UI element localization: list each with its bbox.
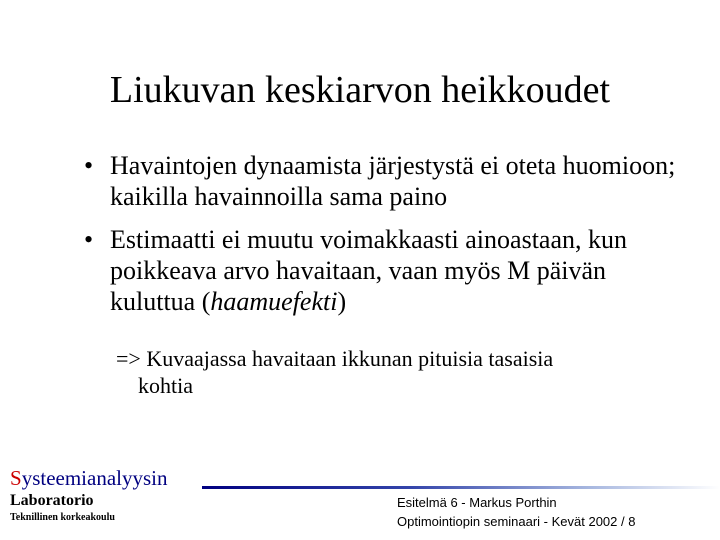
bullet-text: Havaintojen dynaamista järjestystä ei oteta huomioon; kaikilla havainnoilla sama paino (110, 151, 676, 211)
logo-rest: ysteemianalyysin (21, 466, 168, 490)
bullet-icon: • (84, 151, 94, 180)
logo-university: Teknillinen korkeakoulu (10, 512, 115, 523)
logo-subtitle: Laboratorio (10, 492, 94, 509)
lab-logo (10, 466, 168, 524)
bullet-icon: • (84, 225, 94, 254)
bullet-list (84, 150, 684, 329)
bullet-text: Estimaatti ei muutu voimakkaasti ainoastaan, kun poikkeava arvo havaitaan, vaan myös M päivän kuluttua ( (110, 225, 627, 316)
slide-title: Liukuvan keskiarvon heikkoudet (109, 69, 611, 111)
footer-presenter: Esitelmä 6 - Markus Porthin (397, 495, 557, 510)
sub-bullet-line: => Kuvaajassa havaitaan ikkunan pituisia tasaisia (116, 346, 554, 371)
logo-initial: S (10, 466, 22, 490)
bullet-emphasis: haamuefekti (210, 287, 338, 316)
footer-course: Optimointiopin seminaari - Kevät 2002 / 8 (397, 514, 636, 529)
bullet-item (84, 224, 684, 317)
logo-title (10, 466, 168, 490)
sub-bullet (116, 345, 676, 399)
bullet-item (84, 150, 684, 212)
footer-divider (202, 486, 720, 489)
sub-bullet-line: kohtia (138, 373, 193, 398)
bullet-text-end: ) (337, 287, 347, 316)
footer (397, 493, 635, 531)
